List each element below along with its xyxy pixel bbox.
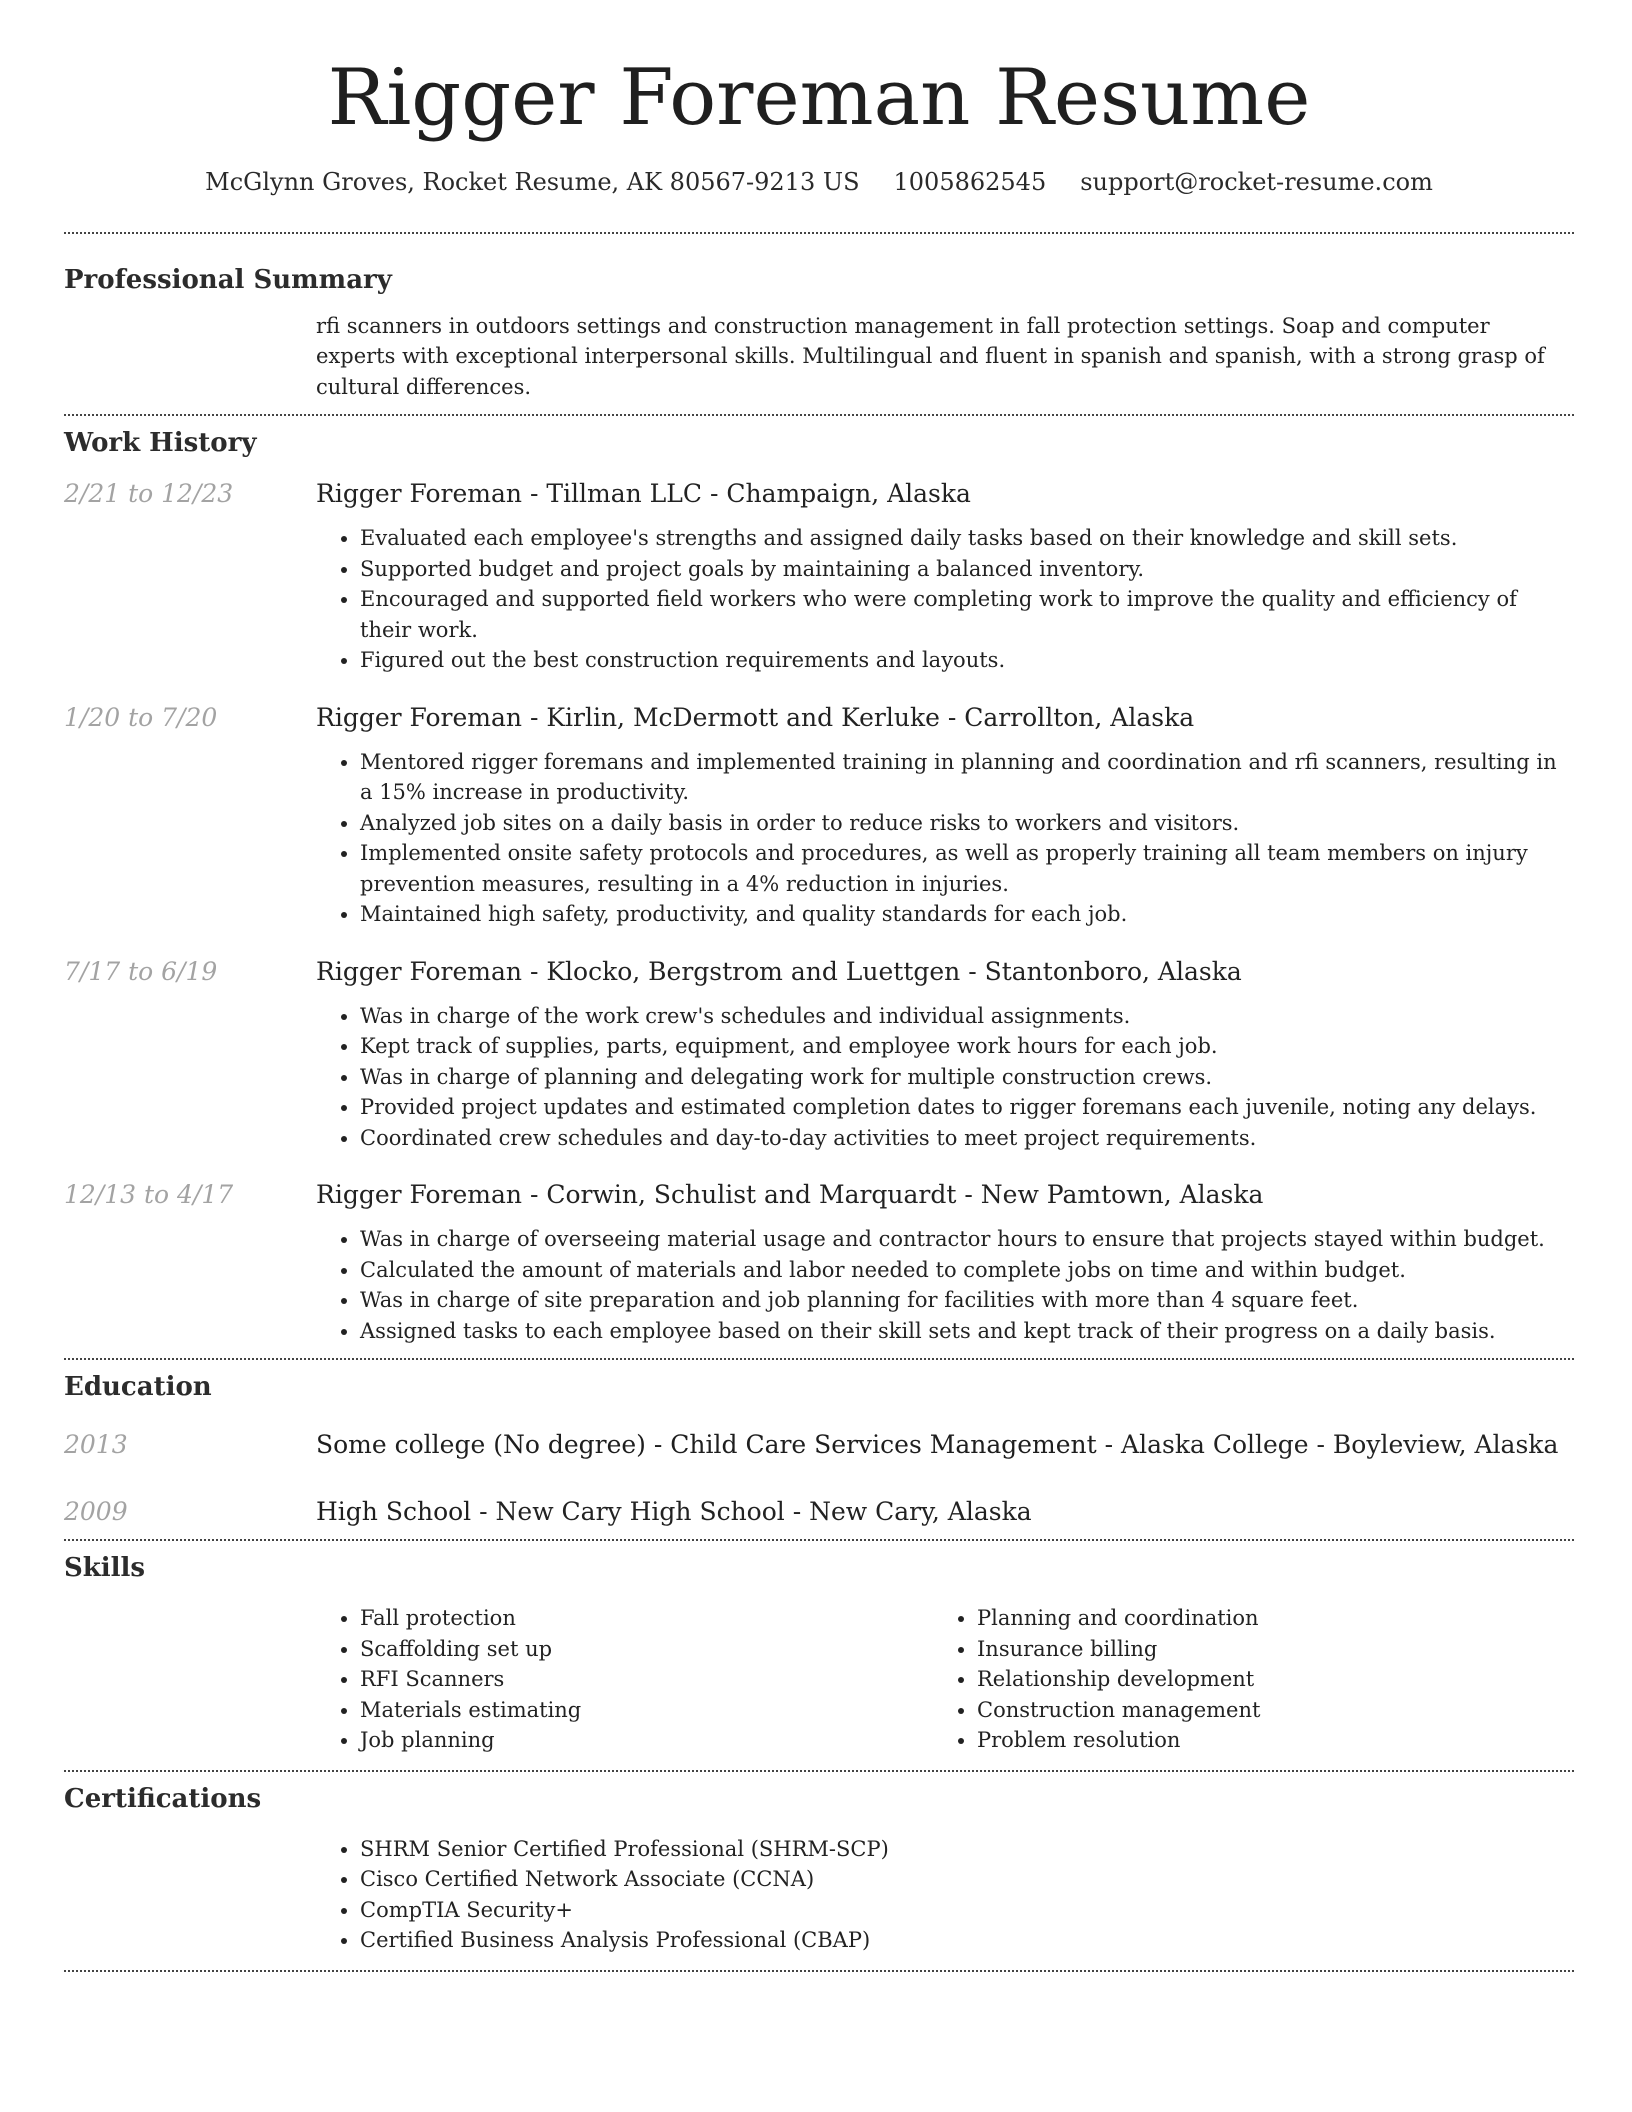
job-bullet: • Calculated the amount of materials and labor needed to complete jobs on time and within budget. bbox=[360, 1255, 1574, 1286]
education-degree: Some college (No degree) - Child Care Services Management bbox=[316, 1430, 1097, 1460]
certification-item: • SHRM Senior Certified Professional (SHRM-SCP) bbox=[360, 1834, 1574, 1865]
address: McGlynn Groves, Rocket Resume, AK 80567-9213 US bbox=[205, 167, 860, 196]
education-section bbox=[64, 1358, 1574, 1539]
section-title-skills: Skills bbox=[64, 1553, 146, 1584]
certifications-section bbox=[64, 1770, 1574, 1972]
job-entry bbox=[64, 957, 1574, 1154]
skill-item: • Planning and coordination bbox=[977, 1603, 1550, 1634]
phone: 1005862545 bbox=[893, 167, 1047, 196]
education-year: 2009 bbox=[64, 1497, 128, 1527]
section-title-work-history: Work History bbox=[64, 428, 257, 459]
skill-item: • Construction management bbox=[977, 1695, 1550, 1726]
job-bullet: • Mentored rigger foremans and implemented training in planning and coordination and rfi scanners, resulting in a 15% increase in productivity. bbox=[360, 747, 1574, 808]
job-bullet: • Kept track of supplies, parts, equipment, and employee work hours for each job. bbox=[360, 1031, 1574, 1062]
job-bullet: • Analyzed job sites on a daily basis in order to reduce risks to workers and visitors. bbox=[360, 808, 1574, 839]
section-title-certifications: Certifications bbox=[64, 1783, 262, 1814]
job-bullet: • Evaluated each employee's strengths and assigned daily tasks based on their knowledge and skill sets. bbox=[360, 523, 1574, 554]
summary-section bbox=[64, 264, 1574, 415]
skills-section bbox=[64, 1539, 1574, 1770]
job-title: Rigger Foreman - Corwin, Schulist and Marquardt - New Pamtown, Alaska bbox=[316, 1180, 1264, 1210]
job-bullets bbox=[316, 1001, 1574, 1154]
job-bullet: • Provided project updates and estimated completion dates to rigger foremans each juvenile, noting any delays. bbox=[360, 1092, 1574, 1123]
skill-item: • Fall protection bbox=[360, 1603, 933, 1634]
job-entry bbox=[64, 479, 1574, 676]
job-bullet: • Was in charge of the work crew's schedules and individual assignments. bbox=[360, 1001, 1574, 1032]
job-dates: 12/13 to 4/17 bbox=[64, 1180, 234, 1210]
job-bullets bbox=[316, 1224, 1574, 1346]
skill-item: • Problem resolution bbox=[977, 1725, 1550, 1756]
education-degree: High School bbox=[316, 1497, 472, 1527]
work-history-section bbox=[64, 414, 1574, 1358]
skills-list-left bbox=[316, 1603, 933, 1756]
section-title-summary: Professional Summary bbox=[64, 264, 392, 295]
education-school: - New Cary High School - New Cary, Alaska bbox=[471, 1497, 1032, 1527]
job-bullet: • Figured out the best construction requirements and layouts. bbox=[360, 645, 1574, 676]
job-dates: 2/21 to 12/23 bbox=[64, 479, 234, 509]
skills-list-right bbox=[933, 1603, 1550, 1756]
education-entry bbox=[64, 1497, 1574, 1539]
skill-item: • RFI Scanners bbox=[360, 1664, 933, 1695]
job-entry bbox=[64, 703, 1574, 930]
certification-item: • Certified Business Analysis Professional (CBAP) bbox=[360, 1925, 1574, 1956]
job-entry bbox=[64, 1180, 1574, 1358]
job-title: Rigger Foreman - Tillman LLC - Champaign, Alaska bbox=[316, 479, 971, 509]
resume-page bbox=[64, 0, 1574, 1972]
footer-divider bbox=[64, 1970, 1574, 1972]
job-bullet: • Encouraged and supported field workers who were completing work to improve the quality and efficiency of their work. bbox=[360, 584, 1574, 645]
certifications-list bbox=[316, 1834, 1574, 1956]
certification-item: • Cisco Certified Network Associate (CCNA) bbox=[360, 1864, 1574, 1895]
job-bullet: • Supported budget and project goals by maintaining a balanced inventory. bbox=[360, 554, 1574, 585]
job-bullet: • Maintained high safety, productivity, and quality standards for each job. bbox=[360, 899, 1574, 930]
education-entry bbox=[64, 1430, 1574, 1460]
summary-text: rfi scanners in outdoors settings and construction management in fall protection settings. Soap and computer experts with exceptional interpersonal skills. Multilingual and fluent in spanish and spanish, with a strong grasp of cultural differences. bbox=[316, 313, 1545, 399]
job-bullet: • Implemented onsite safety protocols and procedures, as well as properly training all team members on injury prevention measures, resulting in a 4% reduction in injuries. bbox=[360, 838, 1574, 899]
skill-item: • Job planning bbox=[360, 1725, 933, 1756]
job-bullet: • Was in charge of overseeing material usage and contractor hours to ensure that projects stayed within budget. bbox=[360, 1224, 1574, 1255]
skill-item: • Relationship development bbox=[977, 1664, 1550, 1695]
header-divider bbox=[64, 232, 1574, 234]
certification-item: • CompTIA Security+ bbox=[360, 1895, 1574, 1926]
job-bullets bbox=[316, 523, 1574, 676]
job-bullet: • Was in charge of planning and delegating work for multiple construction crews. bbox=[360, 1062, 1574, 1093]
job-bullet: • Was in charge of site preparation and job planning for facilities with more than 4 square feet. bbox=[360, 1285, 1574, 1316]
email: support@rocket-resume.com bbox=[1080, 167, 1433, 196]
job-title: Rigger Foreman - Klocko, Bergstrom and Luettgen - Stantonboro, Alaska bbox=[316, 956, 1242, 986]
skill-item: • Materials estimating bbox=[360, 1695, 933, 1726]
job-title: Rigger Foreman - Kirlin, McDermott and Kerluke - Carrollton, Alaska bbox=[316, 702, 1195, 732]
skill-item: • Scaffolding set up bbox=[360, 1634, 933, 1665]
skill-item: • Insurance billing bbox=[977, 1634, 1550, 1665]
job-bullet: • Assigned tasks to each employee based on their skill sets and kept track of their progress on a daily basis. bbox=[360, 1316, 1574, 1347]
contact-line bbox=[64, 168, 1574, 196]
job-bullet: • Coordinated crew schedules and day-to-day activities to meet project requirements. bbox=[360, 1123, 1574, 1154]
section-title-education: Education bbox=[64, 1372, 212, 1403]
education-year: 2013 bbox=[64, 1430, 128, 1460]
job-dates: 1/20 to 7/20 bbox=[64, 702, 218, 732]
resume-title: Rigger Foreman Resume bbox=[327, 53, 1311, 143]
job-dates: 7/17 to 6/19 bbox=[64, 956, 218, 986]
education-school: - Alaska College - Boyleview, Alaska bbox=[1096, 1430, 1559, 1460]
job-bullets bbox=[316, 747, 1574, 930]
